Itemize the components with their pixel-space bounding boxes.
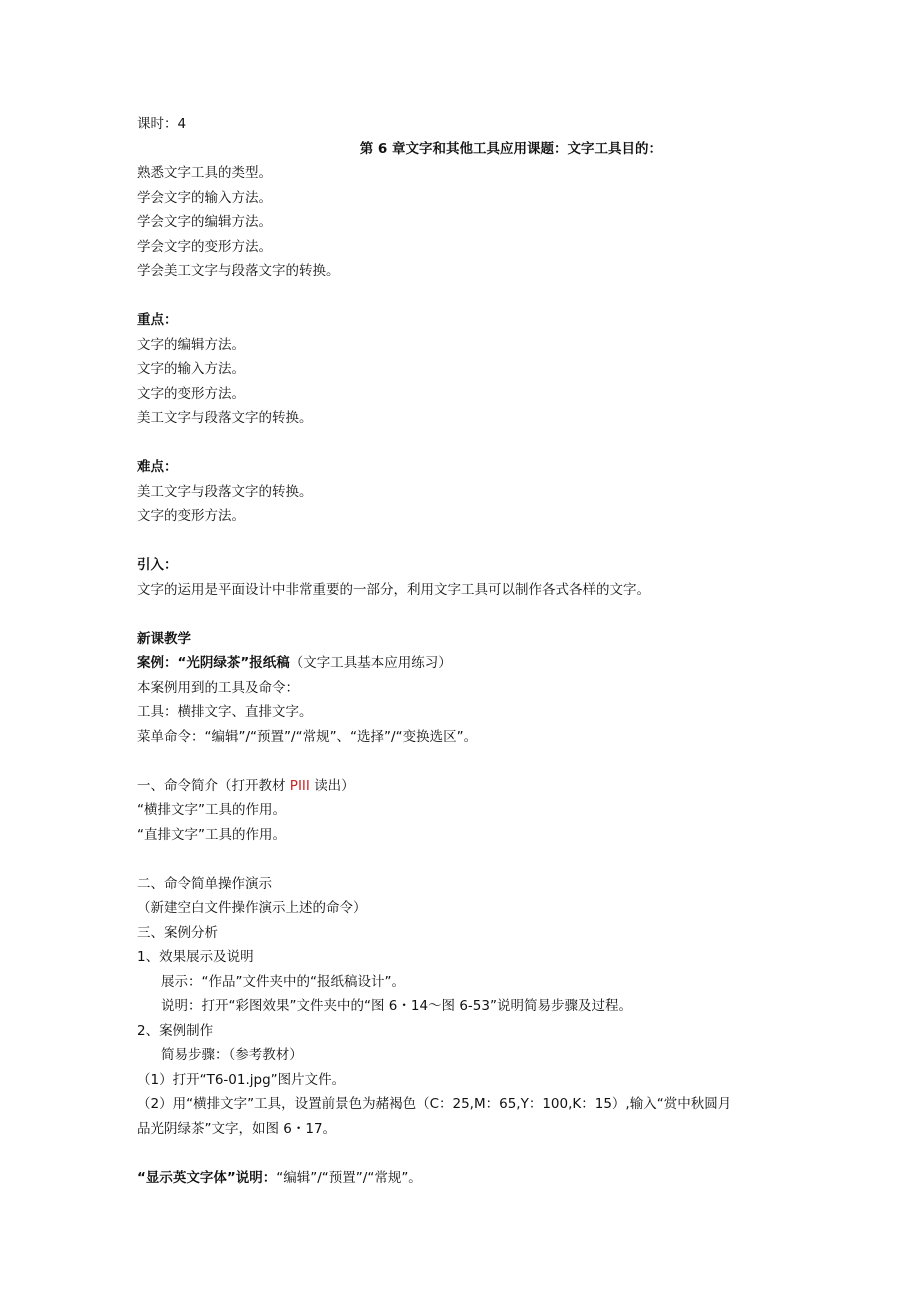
section3-sub1: 1、效果展示及说明 <box>137 949 254 965</box>
section1-title-prefix: 一、命令简介（打开教材 <box>137 777 286 794</box>
section2-note: （新建空白文件操作演示上述的命令） <box>137 900 367 916</box>
section1-title <box>137 774 797 799</box>
steps-label: 简易步骤：（参考教材） <box>161 1047 303 1063</box>
step-2-line-1: （2）用“横排文字”工具，设置前景色为赭褐色（C：25,M：65,Y：100,K：15）,输入“赏中秋圆月 <box>137 1096 732 1112</box>
footer-note-text: “编辑”/“预置”/“常规”。 <box>276 1169 422 1186</box>
section1-item: “直排文字”工具的作用。 <box>137 826 286 843</box>
new-lesson-heading: 新课教学 <box>137 630 191 647</box>
section2-title: 二、命令简单操作演示 <box>137 875 272 892</box>
goal-item: 学会文字的输入方法。 <box>137 189 272 206</box>
key-point-item: 美工文字与段落文字的转换。 <box>137 410 313 426</box>
key-point-item: 文字的编辑方法。 <box>137 336 245 353</box>
tools-intro: 本案例用到的工具及命令： <box>137 679 299 696</box>
case-line <box>137 651 797 676</box>
key-point-item: 文字的输入方法。 <box>137 361 245 377</box>
goal-item: 学会文字的编辑方法。 <box>137 214 272 230</box>
section3-sub2: 2、案例制作 <box>137 1022 214 1039</box>
explain-line: 说明：打开“彩图效果”文件夹中的“图 6・14～图 6-53”说明简易步骤及过程。 <box>161 998 632 1014</box>
key-points-heading: 重点： <box>137 312 178 328</box>
show-line: 展示：“作品”文件夹中的“报纸稿设计”。 <box>161 973 405 990</box>
difficulty-item: 文字的变形方法。 <box>137 508 245 524</box>
case-note: （文字工具基本应用练习） <box>289 655 452 671</box>
step-1: （1）打开“T6-01.jpg”图片文件。 <box>137 1071 346 1088</box>
footer-note <box>137 1166 797 1191</box>
goal-item: 学会文字的变形方法。 <box>137 238 272 255</box>
class-hours: 课时：4 <box>137 116 187 132</box>
document-page <box>137 112 797 1190</box>
key-point-item: 文字的变形方法。 <box>137 385 245 402</box>
difficulties-heading: 难点： <box>137 459 178 475</box>
section1-title-red: PIII <box>289 777 310 794</box>
goal-item: 学会美工文字与段落文字的转换。 <box>137 263 340 279</box>
section1-item: “横排文字”工具的作用。 <box>137 802 286 818</box>
section3-title: 三、案例分析 <box>137 924 218 941</box>
intro-heading: 引入： <box>137 557 178 573</box>
section1-title-suffix: 读出） <box>314 777 355 794</box>
footer-note-bold: “显示英文字体”说明： <box>137 1169 277 1186</box>
intro-text: 文字的运用是平面设计中非常重要的一部分，利用文字工具可以制作各式各样的文字。 <box>137 581 650 598</box>
goal-item: 熟悉文字工具的类型。 <box>137 165 272 181</box>
menu-commands: 菜单命令：“编辑”/“预置”/“常规”、“选择”/“变换选区”。 <box>137 728 478 745</box>
difficulty-item: 美工文字与段落文字的转换。 <box>137 483 313 500</box>
case-title: 案例：“光阴绿茶”报纸稿 <box>137 655 290 671</box>
tools-line: 工具：横排文字、直排文字。 <box>137 704 313 720</box>
step-2-line-2: 品光阴绿茶”文字，如图 6・17。 <box>137 1120 337 1137</box>
chapter-title: 第 6 章文字和其他工具应用课题：文字工具目的： <box>359 140 662 157</box>
